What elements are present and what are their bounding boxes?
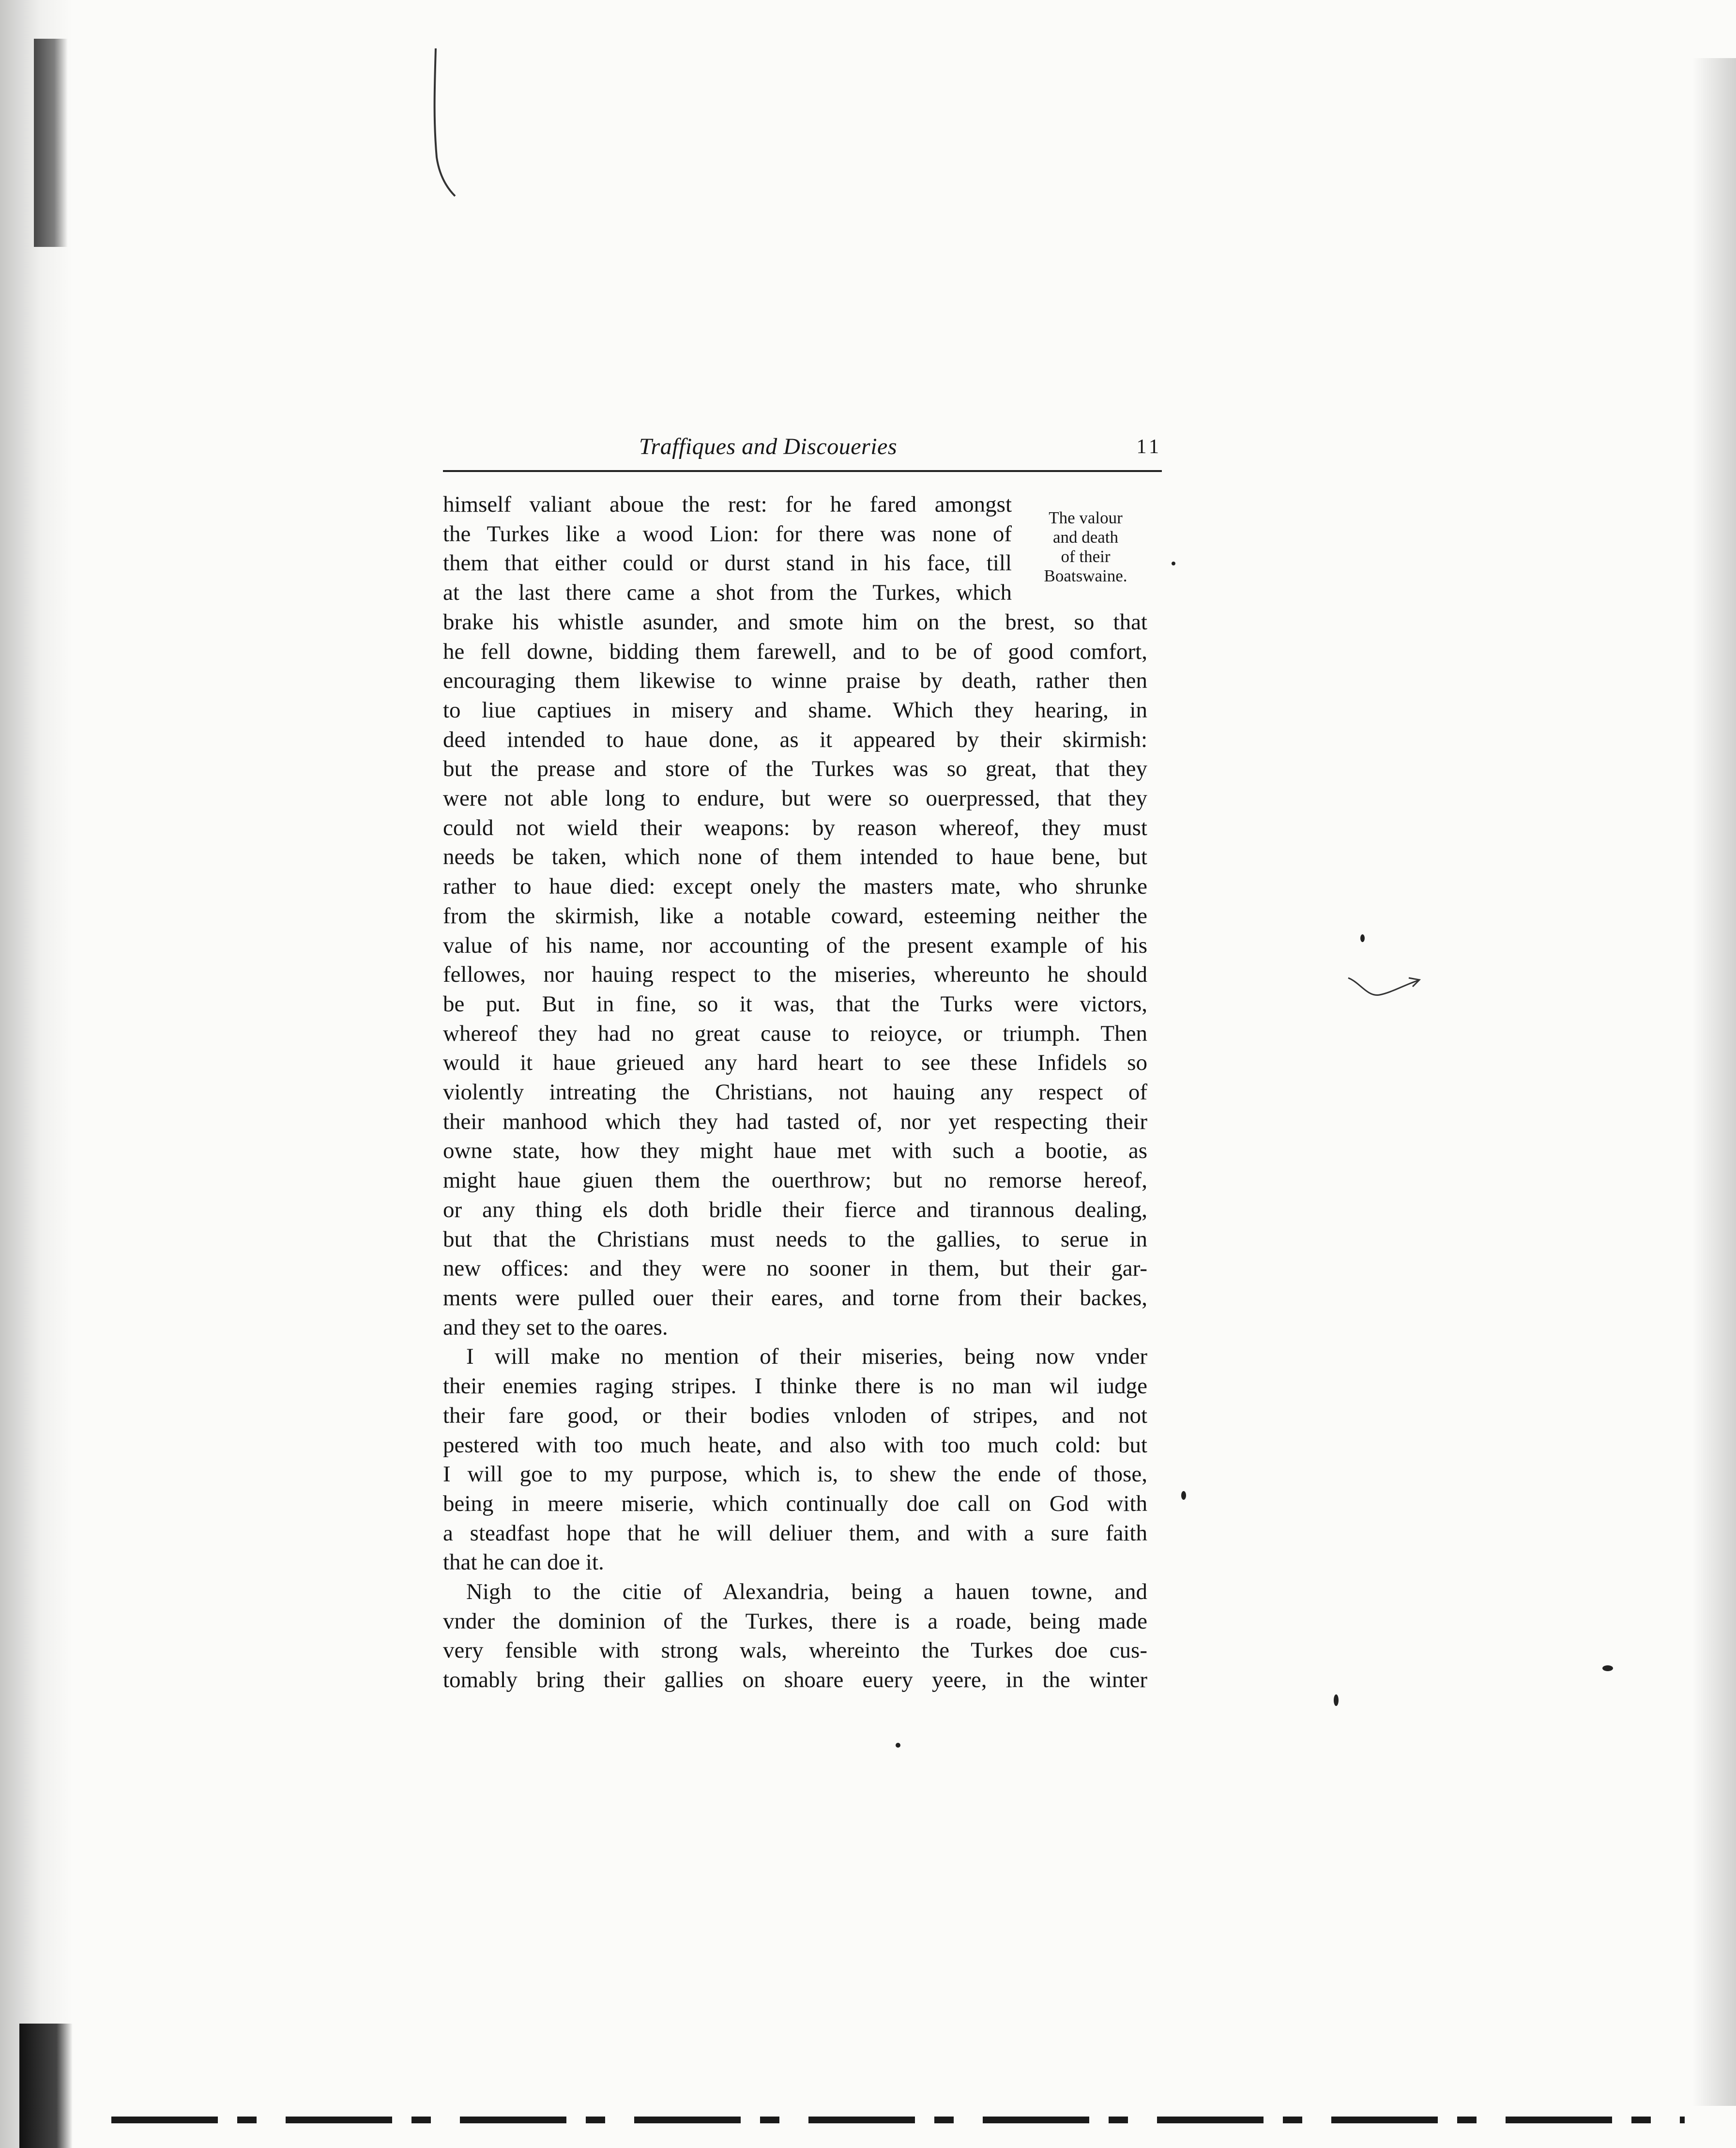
text-line: a steadfast hope that he will deliuer them, and with a sure faith [443, 1520, 1147, 1546]
text-line: whereof they had no great cause to reioyce, or triumph. Then [443, 1021, 1147, 1046]
text-line: new offices: and they were no sooner in them, but their gar- [443, 1256, 1147, 1281]
text-line: to liue captiues in misery and shame. Which they hearing, in [443, 697, 1147, 723]
text-line: violently intreating the Christians, not hauing any respect of [443, 1080, 1147, 1105]
binding-shadow-bottom [19, 2024, 73, 2148]
text-line: brake his whistle asunder, and smote him on the brest, so that [443, 609, 1147, 635]
text-line: needs be taken, which none of them intended to haue bene, but [443, 844, 1147, 870]
header-rule [443, 470, 1162, 472]
ink-speck [1602, 1665, 1613, 1671]
text-line: very fensible with strong wals, whereinto the Turkes doe cus- [443, 1638, 1147, 1663]
text-line: value of his name, nor accounting of the present example of his [443, 932, 1147, 958]
text-line: I will goe to my purpose, which is, to shew the ende of those, [443, 1462, 1147, 1487]
text-line: ments were pulled ouer their eares, and torne from their backes, [443, 1285, 1147, 1310]
ink-speck [896, 1743, 900, 1748]
ink-speck [1360, 934, 1365, 942]
text-line: that he can doe it. [443, 1550, 604, 1575]
text-line: vnder the dominion of the Turkes, there is a roade, being made [443, 1608, 1147, 1634]
scan-shadow-right [1692, 58, 1736, 2106]
text-line: Nigh to the citie of Alexandria, being a hauen towne, and [466, 1579, 1147, 1605]
paragraph [443, 1342, 1147, 1577]
text-line: would it haue grieued any hard heart to see these Infidels so [443, 1050, 1147, 1076]
text-line: he fell downe, bidding them farewell, and to be of good comfort, [443, 639, 1147, 664]
text-line: I will make no mention of their miseries, being now vnder [466, 1344, 1147, 1370]
text-line: pestered with too much heate, and also with too much cold: but [443, 1432, 1147, 1458]
text-line: could not wield their weapons: by reason whereof, they must [443, 815, 1147, 840]
text-line: be put. But in fine, so it was, that the Turks were victors, [443, 991, 1147, 1017]
pencil-stroke-mark [426, 46, 465, 201]
text-line: and they set to the oares. [443, 1314, 668, 1340]
text-line: fellowes, nor hauing respect to the miseries, whereunto he should [443, 962, 1147, 988]
text-line: being in meere miserie, which continually doe call on God with [443, 1491, 1147, 1516]
paragraph [443, 490, 1147, 1342]
running-title: Traffiques and Discoueries [639, 434, 898, 459]
text-line: the Turkes like a wood Lion: for there was none of [443, 521, 1012, 547]
text-line: tomably bring their gallies on shoare euery yeere, in the winter [443, 1667, 1147, 1693]
margin-note-line: Boatswaine. [1044, 566, 1127, 585]
page-number: 11 [1136, 436, 1162, 458]
margin-note-line: The valour [1049, 508, 1123, 527]
margin-note-line: of their [1061, 547, 1111, 566]
ink-speck [1334, 1694, 1339, 1706]
scan-shadow-left [0, 0, 73, 2148]
paragraph [443, 1577, 1147, 1695]
text-line: at the last there came a shot from the Turkes, which [443, 580, 1012, 606]
ink-speck [1181, 1491, 1186, 1500]
text-line: but the prease and store of the Turkes was so great, that they [443, 756, 1147, 782]
binding-shadow-top [34, 39, 68, 247]
pen-squiggle-mark [1346, 968, 1423, 1007]
text-line: encouraging them likewise to winne praise by death, rather then [443, 668, 1147, 694]
text-line: their manhood which they had tasted of, nor yet respecting their [443, 1109, 1147, 1134]
text-line: rather to haue died: except onely the masters mate, who shrunke [443, 874, 1147, 899]
text-line: them that either could or durst stand in his face, till [443, 550, 1012, 576]
text-line: their enemies raging stripes. I thinke there is no man wil iudge [443, 1373, 1147, 1399]
text-line: from the skirmish, like a notable coward, esteeming neither the [443, 903, 1147, 929]
scan-bottom-edge [111, 2117, 1685, 2123]
ink-speck [1172, 562, 1175, 565]
text-line: their fare good, or their bodies vnloden of stripes, and not [443, 1402, 1147, 1428]
body-text [443, 490, 1147, 1695]
text-line: deed intended to haue done, as it appeared by their skirmish: [443, 727, 1147, 752]
text-line: or any thing els doth bridle their fierce and tirannous dealing, [443, 1197, 1147, 1222]
text-line: owne state, how they might haue met with such a bootie, as [443, 1138, 1147, 1164]
text-line: himself valiant aboue the rest: for he fared amongst [443, 492, 1012, 517]
text-line: were not able long to endure, but were so ouerpressed, that they [443, 786, 1147, 811]
margin-note-line: and death [1052, 528, 1119, 547]
text-line: might haue giuen them the ouerthrow; but no remorse hereof, [443, 1168, 1147, 1193]
text-line: but that the Christians must needs to the gallies, to serue in [443, 1226, 1147, 1252]
page-header [443, 428, 1162, 472]
